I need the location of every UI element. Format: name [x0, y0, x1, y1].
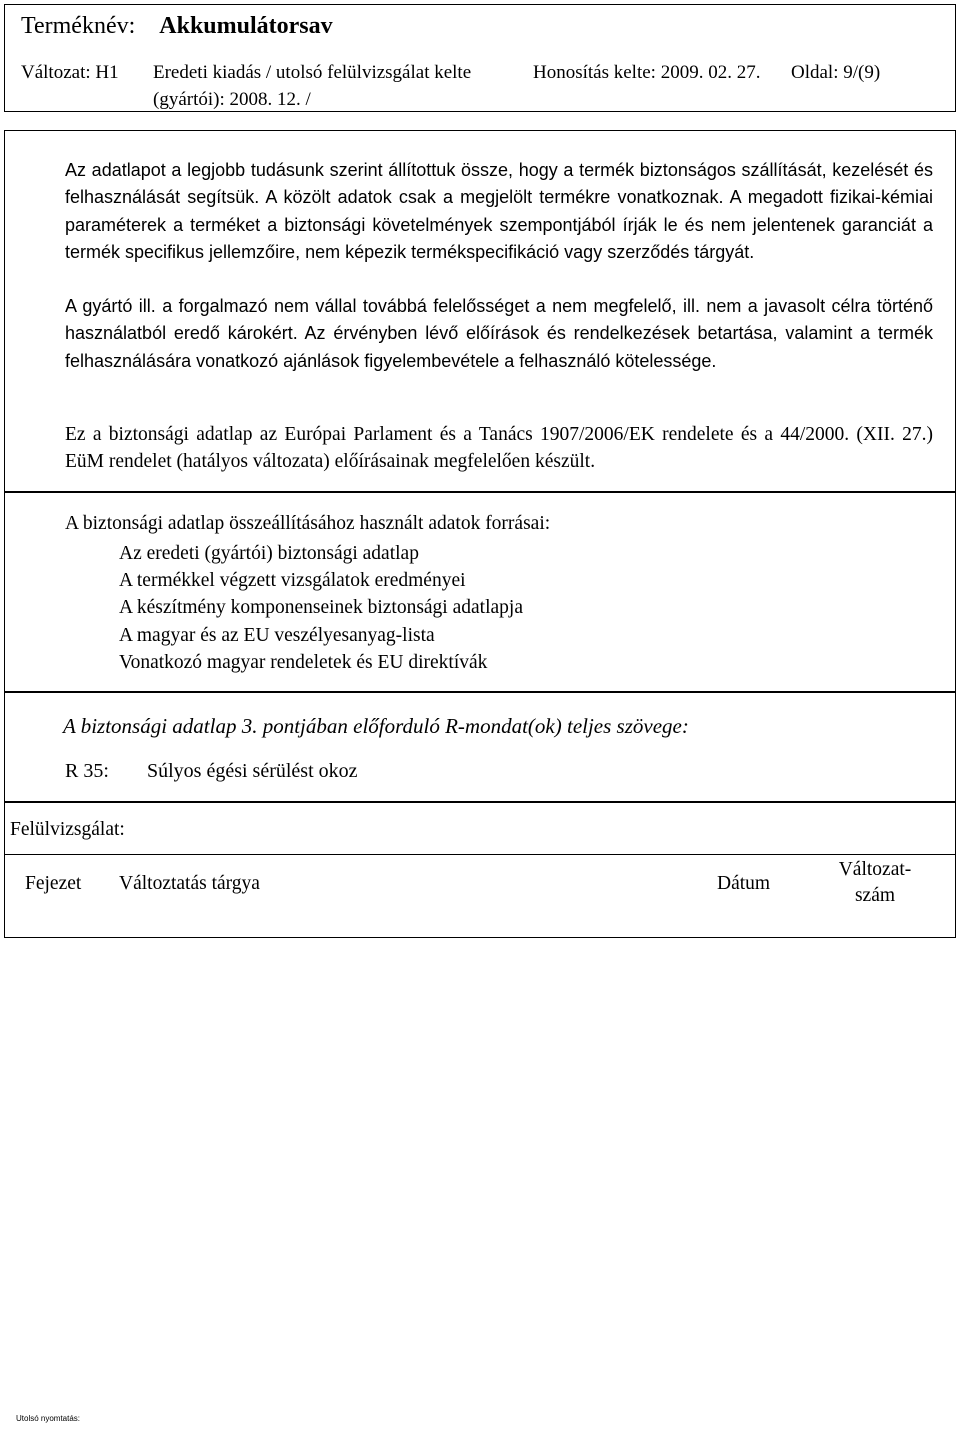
column-header-version: [815, 857, 935, 909]
r-sentences-section: [4, 692, 956, 802]
disclaimer-section: [4, 130, 956, 492]
column-header-subject: Változtatás tárgya: [119, 873, 260, 894]
column-header-date: Dátum: [717, 873, 771, 894]
disclaimer-paragraph-1: Az adatlapot a legjobb tudásunk szerint állítottuk össze, hogy a termék biztonságos szállítását, kezelését és felhasználását segítsük. A közölt adatok csak a megjelölt termékre vonatkoznak. A megadott fizikai-kémiai paraméterek a terméket a biztonsági követelmények szempontjából írják le és nem jelentenek garanciát a termék specifikus jellemzőire, nem képezik termékspecifikáció vagy szerződés tárgyát.: [65, 160, 933, 262]
disclaimer-paragraph-2: A gyártó ill. a forgalmazó nem vállal továbbá felelősséget a nem megfelelő, ill. nem a javasolt célra történő használatból eredő károkért. Az érvényben lévő előírások és rendelkezések betartása, valamint a termék felhasználására vonatkozó ajánlások figyelembevétele a felhasználó kötelessége.: [65, 296, 933, 371]
issue-date-line-1: Eredeti kiadás / utolsó felülvizsgálat kelte: [153, 62, 472, 83]
changes-table-header: [4, 854, 956, 938]
regulation-paragraph: Ez a biztonsági adatlap az Európai Parlament és a Tanács 1907/2006/EK rendelete és a 44/2000. (XII. 27.) EüM rendelet (hatályos változata) előírásainak megfelelően készült.: [65, 424, 933, 472]
product-title: [21, 13, 333, 40]
list-item: A készítmény komponenseinek biztonsági adatlapja: [119, 597, 523, 619]
r-sentence-text: Súlyos égési sérülést okoz: [147, 760, 358, 782]
variant-label: Változat: H1: [21, 62, 119, 83]
list-item: A termékkel végzett vizsgálatok eredményei: [119, 570, 466, 592]
review-section: [4, 802, 956, 855]
sources-list: [119, 540, 523, 676]
issue-date: [153, 59, 471, 113]
review-label: Felülvizsgálat:: [10, 819, 125, 840]
product-name: Akkumulátorsav: [159, 13, 333, 39]
document-header: [4, 4, 956, 112]
sources-section: [4, 492, 956, 692]
list-item: Vonatkozó magyar rendeletek és EU direktívák: [119, 651, 488, 673]
sources-title: A biztonsági adatlap összeállításához használt adatok forrásai:: [65, 513, 551, 534]
list-item: Az eredeti (gyártói) biztonsági adatlap: [119, 543, 419, 564]
last-printed-footer: Utolsó nyomtatás:: [16, 1414, 81, 1423]
r-sentence-code: R 35:: [65, 760, 109, 782]
approval-date: Honosítás kelte: 2009. 02. 27.: [533, 62, 761, 83]
issue-date-line-2: (gyártói): 2008. 12. /: [153, 89, 311, 110]
list-item: A magyar és az EU veszélyesanyag-lista: [119, 624, 435, 646]
column-header-version-line-2: szám: [854, 885, 896, 906]
column-header-chapter: Fejezet: [25, 873, 82, 894]
product-label: Terméknév:: [21, 13, 136, 39]
column-header-version-line-1: Változat-: [838, 859, 912, 880]
page-number: Oldal: 9/(9): [791, 62, 881, 83]
r-sentences-title: A biztonsági adatlap 3. pontjában előforduló R-mondat(ok) teljes szövege:: [63, 714, 689, 738]
